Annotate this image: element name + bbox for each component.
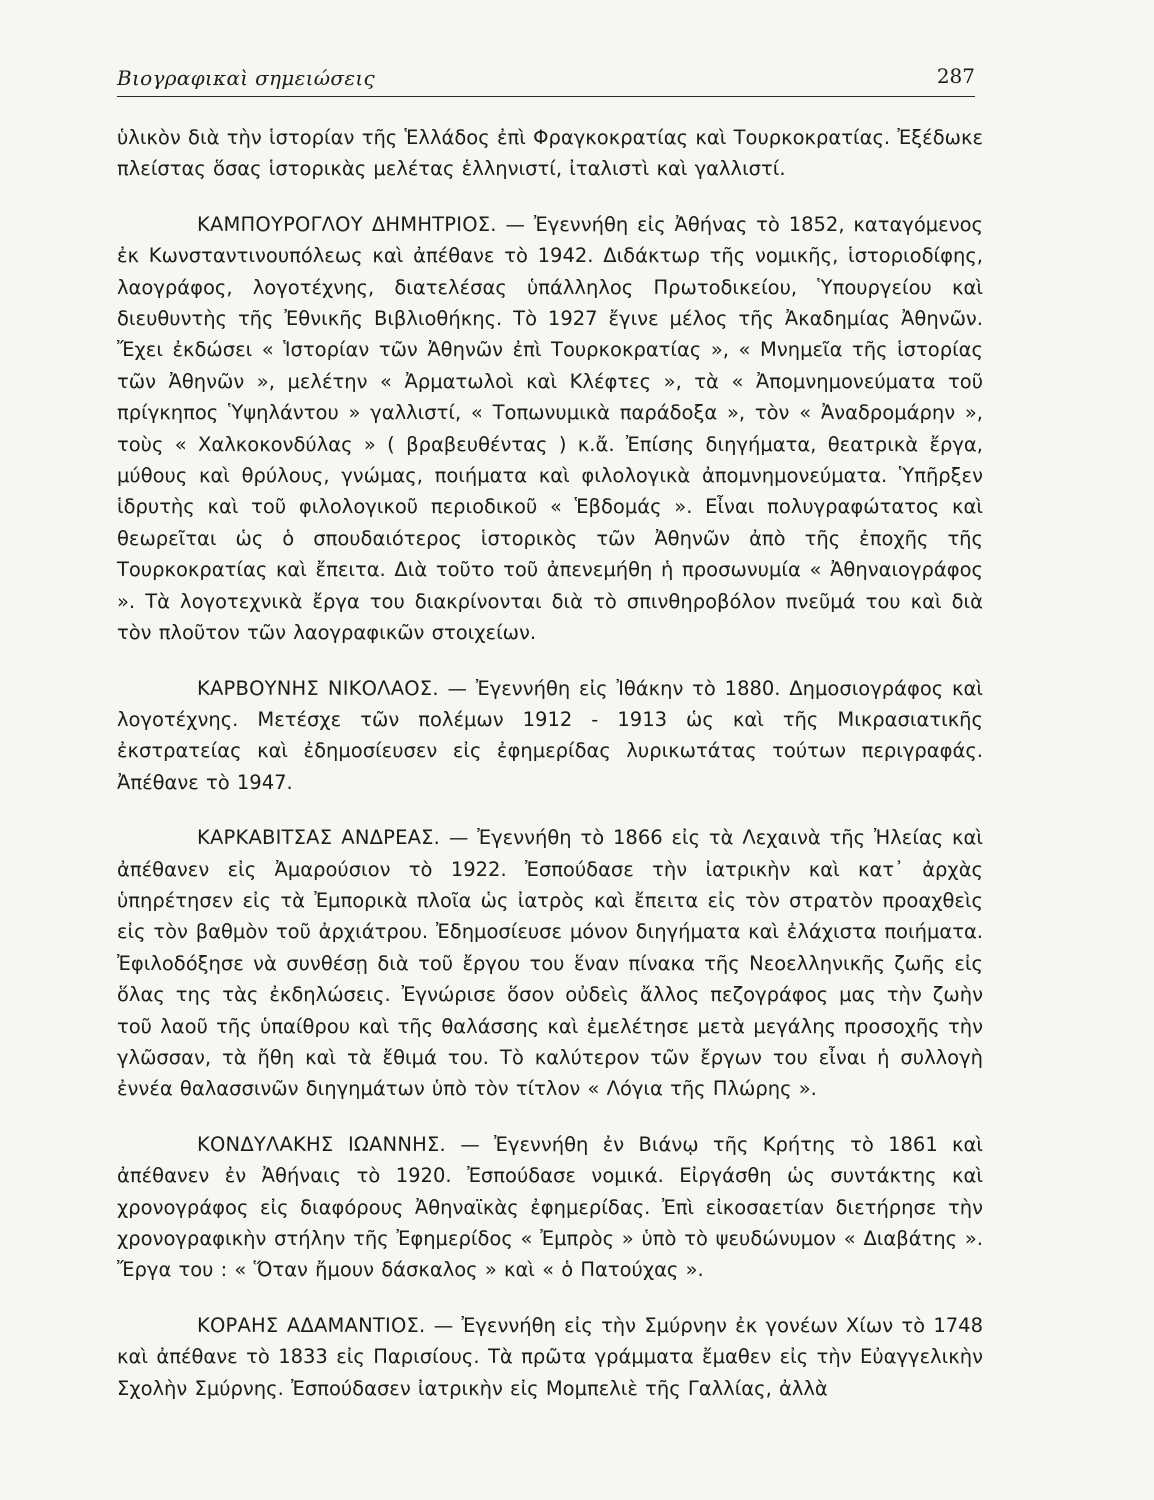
entry-name: ΚΟΡΑΗΣ ΑΔΑΜΑΝΤΙΟΣ. [197,1313,426,1337]
biography-entry [117,1310,983,1404]
biography-entry [117,822,983,1105]
continued-paragraph: ὑλικὸν διὰ τὴν ἱστορίαν τῆς Ἑλλάδος ἐπὶ Φραγκοκρατίας καὶ Τουρκοκρατίας. Ἐξέδωκε πλείστας ὅσας ἱστορικὰς μελέτας ἑλληνιστί, ἰταλιστὶ καὶ γαλλιστί. [117,126,983,181]
entry-name: ΚΑΡΚΑΒΙΤΣΑΣ ΑΝΔΡΕΑΣ. [197,826,441,850]
entry-name: ΚΟΝΔΥΛΑΚΗΣ ΙΩΑΝΝΗΣ. [197,1132,446,1156]
biography-entry [117,209,983,649]
entry-name: ΚΑΡΒΟΥΝΗΣ ΝΙΚΟΛΑΟΣ. [197,676,439,700]
entry-name: ΚΑΜΠΟΥΡΟΓΛΟΥ ΔΗΜΗΤΡΙΟΣ. [197,212,497,236]
page-number: 287 [936,64,975,88]
body-text [117,122,983,1404]
running-head: Βιογραφικαὶ σημειώσεις [117,66,376,90]
entry-text: — Ἐγεννήθη εἰς Ἰθάκην τὸ 1880. Δημοσιογράφος καὶ λογοτέχνης. Μετέσχε τῶν πολέμων 1912 - 1913 ὡς καὶ τῆς Μικρασιατικῆς ἐκστρατείας καὶ ἐδημοσίευσεν εἰς ἐφημερίδας λυρικωτάτας τούτων περιγραφάς. Ἀπέθανε τὸ 1947. [117,676,983,794]
page-header [117,56,975,97]
entry-text: — Ἐγεννήθη τὸ 1866 εἰς τὰ Λεχαινὰ τῆς Ἠλείας καὶ ἀπέθανεν εἰς Ἀμαρούσιον τὸ 1922. Ἐσπούδασε τὴν ἰατρικὴν καὶ κατ᾽ ἀρχὰς ὑπηρέτησεν εἰς τὰ Ἐμπορικὰ πλοῖα ὡς ἰατρὸς καὶ ἔπειτα εἰς τὸν στρατὸν προαχθεὶς εἰς τὸν βαθμὸν τοῦ ἀρχιάτρου. Ἐδημοσίευσε μόνον διηγήματα καὶ ἐλάχιστα ποιήματα. Ἐφιλοδόξησε νὰ συνθέσῃ διὰ τοῦ ἔργου του ἕναν πίνακα τῆς Νεοελληνικῆς ζωῆς εἰς ὅλας της τὰς ἐκδηλώσεις. Ἐγνώρισε ὅσον οὐδεὶς ἄλλος πεζογράφος μας τὴν ζωὴν τοῦ λαοῦ τῆς ὑπαίθρου καὶ τῆς θαλάσσης καὶ ἐμελέτησε μετὰ μεγάλης προσοχῆς τὴν γλῶσσαν, τὰ ἤθη καὶ τὰ ἔθιμά του. Τὸ καλύτερον τῶν ἔργων του εἶναι ἡ συλλογὴ ἐννέα θαλασσινῶν διηγημάτων ὑπὸ τὸν τίτλον « Λόγια τῆς Πλώρης ». [117,826,984,1101]
entry-text: — Ἐγεννήθη εἰς τὴν Σμύρνην ἐκ γονέων Χίων τὸ 1748 καὶ ἀπέθανε τὸ 1833 εἰς Παρισίους. Τὰ πρῶτα γράμματα ἔμαθεν εἰς τὴν Εὐαγγελικὴν Σχολὴν Σμύρνης. Ἐσπούδασεν ἰατρικὴν εἰς Μομπελιὲ τῆς Γαλλίας, ἀλλὰ [117,1313,983,1400]
entry-text: — Ἐγεννήθη ἐν Βιάνῳ τῆς Κρήτης τὸ 1861 καὶ ἀπέθανεν ἐν Ἀθήναις τὸ 1920. Ἐσπούδασε νομικά. Εἰργάσθη ὡς συντάκτης καὶ χρονογράφος εἰς διαφόρους Ἀθηναϊκὰς ἐφημερίδας. Ἐπὶ εἰκοσαετίαν διετήρησε τὴν χρονογραφικὴν στήλην τῆς Ἐφημερίδος « Ἐμπρὸς » ὑπὸ τὸ ψευδώνυμον « Διαβάτης ». Ἔργα του : « Ὅταν ἤμουν δάσκαλος » καὶ « ὁ Πατούχας ». [117,1132,983,1282]
biography-entry [117,1129,983,1286]
biography-entry [117,673,983,799]
entry-text: — Ἐγεννήθη εἰς Ἀθήνας τὸ 1852, καταγόμενος ἐκ Κωνσταντινουπόλεως καὶ ἀπέθανε τὸ 1942. Διδάκτωρ τῆς νομικῆς, ἱστοριοδίφης, λαογράφος, λογοτέχνης, διατελέσας ὑπάλληλος Πρωτοδικείου, Ὑπουργείου καὶ διευθυντὴς τῆς Ἐθνικῆς Βιβλιοθήκης. Τὸ 1927 ἔγινε μέλος τῆς Ἀκαδημίας Ἀθηνῶν. Ἔχει ἐκδώσει « Ἱστορίαν τῶν Ἀθηνῶν ἐπὶ Τουρκοκρατίας », « Μνημεῖα τῆς ἱστορίας τῶν Ἀθηνῶν », μελέτην « Ἀρματωλοὶ καὶ Κλέφτες », τὰ « Ἀπομνημονεύματα τοῦ πρίγκηπος Ὑψηλάντου » γαλλιστί, « Τοπωνυμικὰ παράδοξα », τὸν « Ἀναδρομάρην », τοὺς « Χαλκοκονδύλας » ( βραβευθέντας ) κ.ἄ. Ἐπίσης διηγήματα, θεατρικὰ ἔργα, μύθους καὶ θρύλους, γνώμας, ποιήματα καὶ φιλολογικὰ ἀπομνημονεύματα. Ὑπῆρξεν ἱδρυτὴς καὶ τοῦ φιλολογικοῦ περιοδικοῦ « Ἑβδομάς ». Εἶναι πολυγραφώτατος καὶ θεωρεῖται ὡς ὁ σπουδαιότερος ἱστορικὸς τῶν Ἀθηνῶν ἀπὸ τῆς ἐποχῆς τῆς Τουρκοκρατίας καὶ ἔπειτα. Διὰ τοῦτο τοῦ ἀπενεμήθη ἡ προσωνυμία « Ἀθηναιογράφος ». Τὰ λογοτεχνικὰ ἔργα του διακρίνονται διὰ τὸ σπινθηροβόλον πνεῦμά του καὶ διὰ τὸν πλοῦτον τῶν λαογραφικῶν στοιχείων. [117,212,983,645]
